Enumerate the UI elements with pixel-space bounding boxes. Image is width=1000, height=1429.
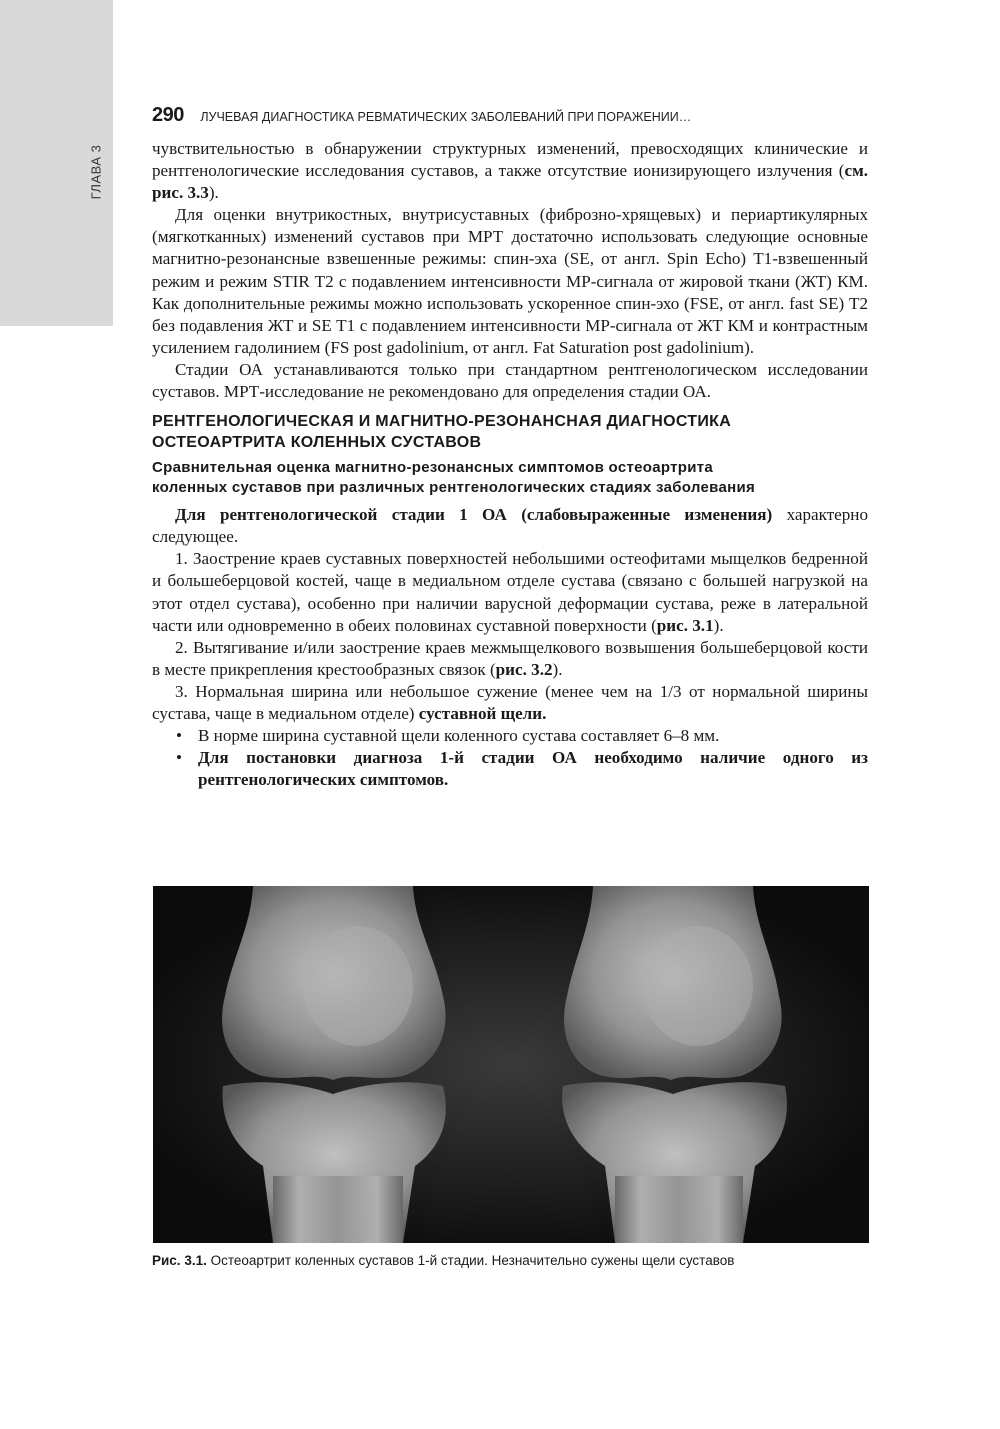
knee-xray-image: [153, 886, 869, 1243]
chapter-side-tab: [0, 0, 113, 326]
bullet-list: [152, 725, 868, 791]
page-body: [152, 138, 868, 791]
list-item-text: ).: [552, 659, 563, 679]
paragraph-text: ).: [208, 183, 219, 203]
bold-lead: Для рентгенологической стадии 1 ОА (слабовыраженные изменения): [175, 505, 773, 525]
page-number: 290: [152, 104, 184, 126]
list-item: [152, 637, 868, 681]
page-header: [152, 104, 872, 127]
figure-reference: см. рис. 3.3: [152, 161, 868, 203]
list-item-text: 2. Вытягивание и/или заострение краев межмыщелкового возвышения большеберцовой кости в месте прикрепления крестообразных связок (: [152, 637, 868, 679]
list-item: [152, 681, 868, 725]
knee-xray-figure: [153, 886, 869, 1243]
list-item-text: ).: [713, 615, 724, 635]
running-head: ЛУЧЕВАЯ ДИАГНОСТИКА РЕВМАТИЧЕСКИХ ЗАБОЛЕВАНИЙ ПРИ ПОРАЖЕНИИ…: [200, 110, 692, 124]
chapter-label: ГЛАВА 3: [88, 144, 104, 200]
paragraph: Для оценки внутрикостных, внутрисуставных (фиброзно-хрящевых) и периартикулярных (мягкотканных) изменений суставов при МРТ достаточно использовать следующие основные магнитно-резонансные взвешенные режимы: спин-эха (SE, от англ. Spin Echo) T1-взвешенный режим и режим STIR T2 с подавлением интенсивности МР-сигнала от жировой ткани (ЖТ) КМ. Как дополнительные режимы можно использовать ускоренное спин-эхо (FSE, от англ. fast SE) T2 без подавления ЖТ и SE T1 с подавлением интенсивности МР-сигнала от ЖТ КМ и контрастным усилением гадолинием (FS post gadolinium, от англ. Fat Saturation post gadolinium).: [152, 205, 868, 357]
bullet-item: • В норме ширина суставной щели коленного сустава составляет 6–8 мм.: [152, 725, 868, 747]
paragraph: [152, 138, 868, 204]
section-heading: [152, 411, 868, 453]
subsection-heading-line: коленных суставов при различных рентгенологических стадиях заболевания: [152, 479, 756, 497]
paragraph: Стадии ОА устанавливаются только при стандартном рентгенологическом исследовании суставов. МРТ-исследование не рекомендовано для определения стадии ОА.: [152, 359, 868, 402]
caption-text: Остеоартрит коленных суставов 1-й стадии. Незначительно сужены щели суставов: [206, 1253, 735, 1268]
paragraph: [152, 504, 868, 548]
subsection-heading: [152, 458, 868, 498]
bold-term: суставной щели.: [418, 703, 547, 723]
list-item: [152, 548, 868, 636]
section-heading-line: РЕНТГЕНОЛОГИЧЕСКАЯ И МАГНИТНО-РЕЗОНАНСНАЯ ДИАГНОСТИКА: [152, 413, 732, 431]
section-heading-line: ОСТЕОАРТРИТА КОЛЕННЫХ СУСТАВОВ: [152, 434, 482, 452]
caption-label: Рис. 3.1.: [152, 1253, 207, 1268]
figure-reference: рис. 3.2: [495, 659, 553, 679]
paragraph-text: характерно следующее.: [152, 505, 868, 547]
paragraph-text: чувствительностью в обнаружении структурных изменений, превосходящих клинические и рентгенологические исследования суставов, а также отсутствие ионизирующего излучения (: [152, 139, 868, 181]
subsection-heading-line: Сравнительная оценка магнитно-резонансных симптомов остеоартрита: [152, 459, 714, 477]
bullet-item-bold: Для постановки диагноза 1-й стадии ОА необходимо наличие одного из рентгенологических симптомов.: [198, 748, 868, 790]
bullet-item: [152, 747, 868, 791]
list-item-text: 3. Нормальная ширина или небольшое сужение (менее чем на 1/3 от нормальной ширины сустава, чаще в медиальном отделе): [152, 681, 868, 723]
list-item-text: 1. Заострение краев суставных поверхностей небольшими остеофитами мыщелков бедренной и большеберцовой костей, чаще в медиальном отделе сустава (связано с большей нагрузкой на этот отдел сустава), особенно при наличии варусной деформации сустава, реже в латеральной части или одновременно в обеих половинах суставной поверхности (: [152, 549, 868, 635]
figure-reference: рис. 3.1: [656, 615, 714, 635]
figure-caption: [152, 1253, 872, 1268]
